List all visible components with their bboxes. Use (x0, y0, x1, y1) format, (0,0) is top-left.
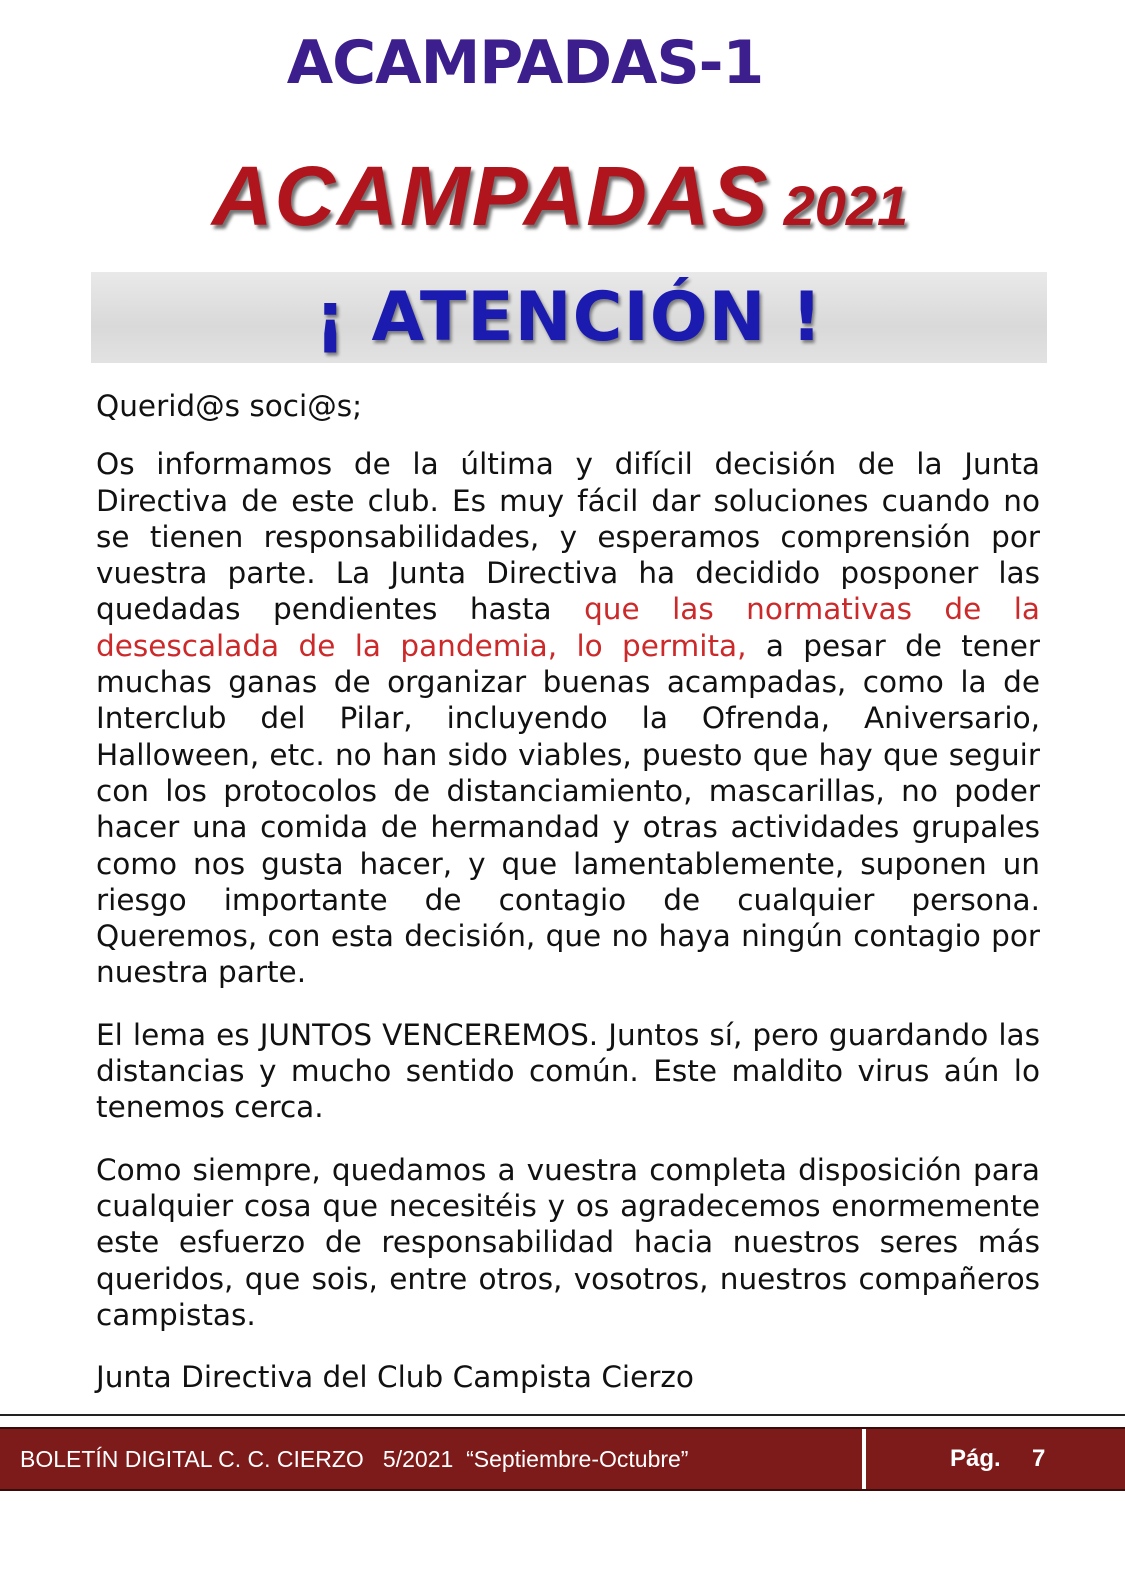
paragraph-1-highlight: que las normativas de la desescalada de la pandemia, lo permita, (96, 592, 1040, 663)
event-title-word: ACAMPADAS (211, 149, 770, 243)
event-title-year: 2021 (783, 174, 909, 237)
footer-bar (0, 1427, 1125, 1491)
footer-publication: BOLETÍN DIGITAL C. C. CIERZO 5/2021 “Septiembre-Octubre” (20, 1446, 689, 1472)
page-number: 7 (1032, 1445, 1046, 1472)
event-title (120, 148, 1000, 245)
paragraph-3: Como siempre, quedamos a vuestra completa disposición para cualquier cosa que necesitéis y os agradecemos enormemente este esfuerzo de responsabilidad hacia nuestros seres más queridos, que sois, entre otros, vosotros, nuestros compañeros campistas. (96, 1152, 1040, 1332)
paragraph-1-end: a pesar de tener muchas ganas de organizar buenas acampadas, como la de Interclub del Pilar, incluyendo la Ofrenda, Aniversario, Halloween, etc. no han sido viables, puesto que hay que seguir con los protocolos de distanciamiento, mascarillas, no poder hacer una comida de hermandad y otras actividades grupales como nos gusta hacer, y que lamentablemente, suponen un riesgo importante de contagio de cualquier persona. Queremos, con esta decisión, que no haya ningún contagio por nuestra parte. (96, 628, 1040, 990)
greeting: Querid@s soci@s; (96, 389, 363, 423)
footer-divider (0, 1414, 1125, 1416)
section-title: ACAMPADAS-1 (286, 28, 764, 98)
page-label: Pág. (950, 1445, 1001, 1472)
attention-heading: ¡ ATENCIÓN ! (314, 278, 824, 357)
signature: Junta Directiva del Club Campista Cierzo (96, 1360, 694, 1395)
paragraph-1 (96, 446, 1040, 990)
paragraph-2: El lema es JUNTOS VENCEREMOS. Juntos sí, pero guardando las distancias y mucho sentido común. Este maldito virus aún lo tenemos cerca. (96, 1017, 1040, 1125)
paragraph-1-start: Os informamos de la última y difícil decisión de la Junta Directiva de este club. Es muy fácil dar soluciones cuando no se tienen responsabilidades, y esperamos comprensión por vuestra parte. La Junta Directiva ha decidido posponer las quedadas pendientes hasta (96, 447, 1040, 627)
footer-page-info (866, 1429, 1125, 1489)
article-body (96, 388, 1040, 1421)
